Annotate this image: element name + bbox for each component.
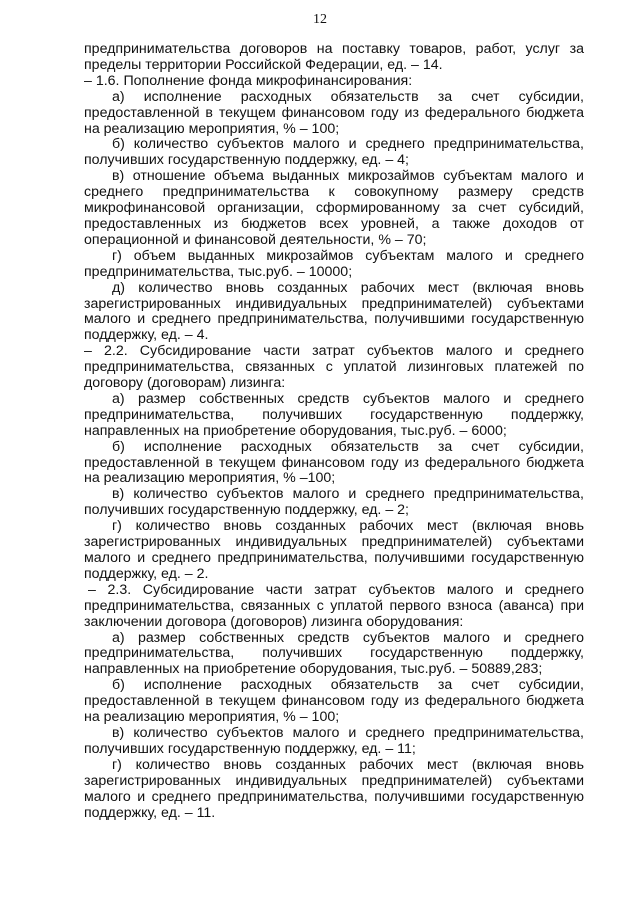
- paragraph: в) количество субъектов малого и среднего предпринимательства, получивших государственную поддержку, ед. – 11;: [84, 724, 584, 757]
- section-heading: – 2.2. Субсидирование части затрат субъектов малого и среднего предпринимательства, связанных с уплатой лизинговых платежей по договору (договорам) лизинга:: [84, 343, 584, 392]
- paragraph: в) количество субъектов малого и среднего предпринимательства, получивших государственную поддержку, ед. – 2;: [84, 486, 584, 519]
- paragraph: а) размер собственных средств субъектов малого и среднего предпринимательства, получивших государственную поддержку, направленных на приобретение оборудования, тыс.руб. – 6000;: [84, 390, 584, 439]
- document-body: [84, 42, 584, 821]
- paragraph: б) количество субъектов малого и среднего предпринимательства, получивших государственную поддержку, ед. – 4;: [84, 136, 584, 169]
- paragraph: в) отношение объема выданных микрозаймов субъектам малого и среднего предпринимательства к совокупному размеру средств микрофинансовой организации, сформированному за счет субсидий, предоставленных из бюджетов всех уровней, а также доходов от операционной и финансовой деятельности, % – 70;: [84, 168, 584, 248]
- paragraph: а) исполнение расходных обязательств за счет субсидии, предоставленной в текущем финансовом году из федерального бюджета на реализацию мероприятия, % – 100;: [84, 88, 584, 137]
- paragraph: г) объем выданных микрозаймов субъектам малого и среднего предпринимательства, тыс.руб. – 10000;: [84, 247, 584, 280]
- paragraph: б) исполнение расходных обязательств за счет субсидии, предоставленной в текущем финансовом году из федерального бюджета на реализацию мероприятия, % – 100;: [84, 677, 584, 726]
- paragraph: предпринимательства договоров на поставку товаров, работ, услуг за пределы территории Российской Федерации, ед. – 14.: [84, 41, 584, 73]
- page-number: 12: [313, 12, 327, 27]
- paragraph: а) размер собственных средств субъектов малого и среднего предпринимательства, получивших государственную поддержку, направленных на приобретение оборудования, тыс.руб. – 50889,283;: [84, 629, 584, 678]
- paragraph: г) количество вновь созданных рабочих мест (включая вновь зарегистрированных индивидуальных предпринимателей) субъектами малого и среднего предпринимательства, получившими государственную поддержку, ед. – 2.: [84, 518, 584, 582]
- paragraph: г) количество вновь созданных рабочих мест (включая вновь зарегистрированных индивидуальных предпринимателей) субъектами малого и среднего предпринимательства, получившими государственную поддержку, ед. – 11.: [84, 756, 584, 821]
- section-heading: – 2.3. Субсидирование части затрат субъектов малого и среднего предпринимательства, связанных с уплатой первого взноса (аванса) при заключении договора (договоров) лизинга оборудования:: [84, 581, 584, 630]
- section-heading: – 1.6. Пополнение фонда микрофинансирования:: [84, 72, 413, 89]
- paragraph: д) количество вновь созданных рабочих мест (включая вновь зарегистрированных индивидуальных предпринимателей) субъектами малого и среднего предпринимательства, получившими государственную поддержку, ед. – 4.: [84, 279, 584, 344]
- paragraph: б) исполнение расходных обязательств за счет субсидии, предоставленной в текущем финансовом году из федерального бюджета на реализацию мероприятия, % –100;: [84, 438, 584, 487]
